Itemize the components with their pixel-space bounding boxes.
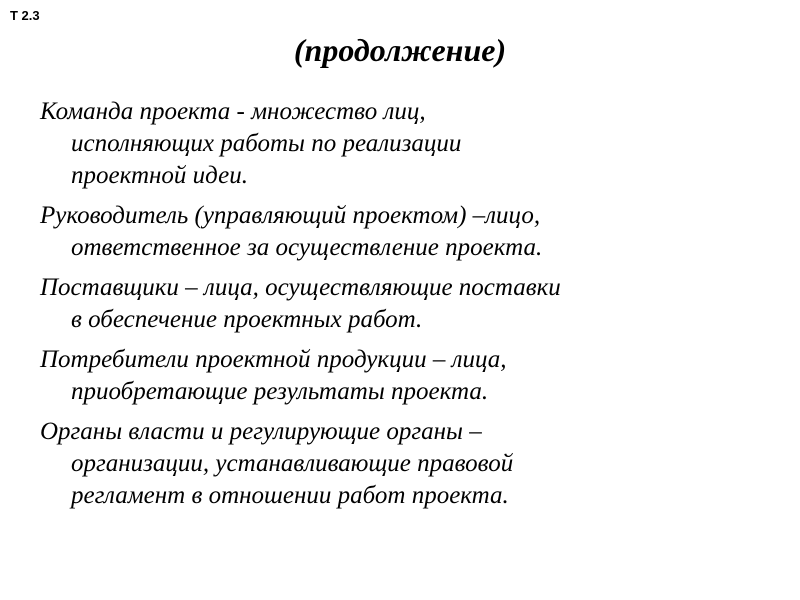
definition-line: Поставщики – лица, осуществляющие поставки bbox=[40, 274, 561, 301]
definition-authorities bbox=[40, 416, 760, 512]
definitions-list bbox=[40, 96, 760, 520]
definition-line: Команда проекта - множество лиц, bbox=[40, 98, 426, 125]
definition-line: проектной идеи. bbox=[71, 162, 248, 189]
definition-project-manager bbox=[40, 200, 760, 264]
slide-title: (продолжение) bbox=[293, 32, 507, 68]
definition-line: исполняющих работы по реализации bbox=[71, 130, 462, 157]
definition-line: Руководитель (управляющий проектом) –лицо, bbox=[40, 202, 541, 229]
definition-line: приобретающие результаты проекта. bbox=[71, 378, 489, 405]
definition-suppliers bbox=[40, 272, 760, 336]
definition-line: Органы власти и регулирующие органы – bbox=[40, 418, 482, 445]
definition-project-team bbox=[40, 96, 760, 192]
slide-number: Т 2.3 bbox=[10, 8, 40, 23]
definition-line: Потребители проектной продукции – лица, bbox=[40, 346, 507, 373]
definition-line: регламент в отношении работ проекта. bbox=[71, 482, 509, 509]
definition-line: организации, устанавливающие правовой bbox=[71, 450, 514, 477]
definition-consumers bbox=[40, 344, 760, 408]
definition-line: в обеспечение проектных работ. bbox=[71, 306, 423, 333]
definition-line: ответственное за осуществление проекта. bbox=[71, 234, 543, 261]
